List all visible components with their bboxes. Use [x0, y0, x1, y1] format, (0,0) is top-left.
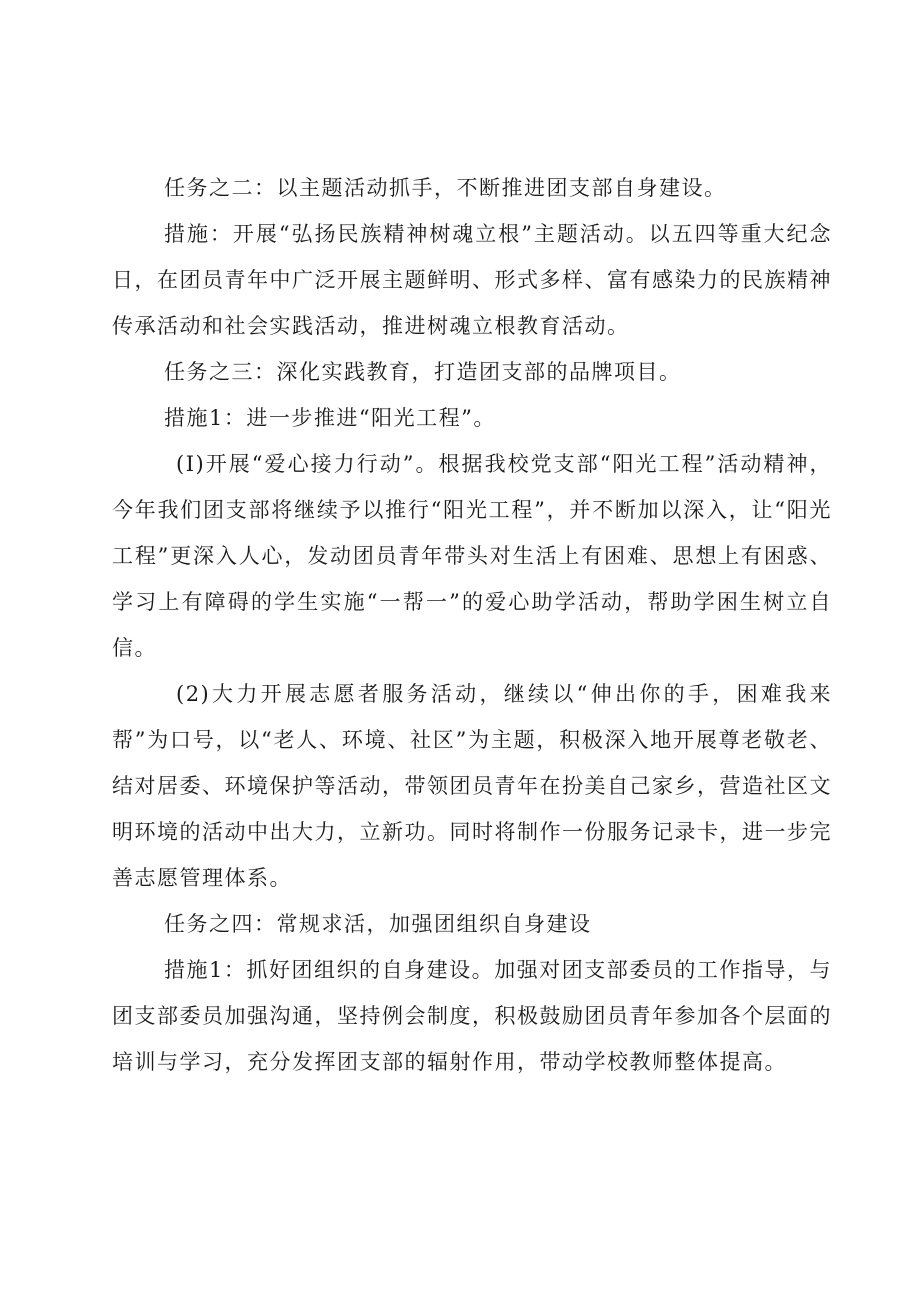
task-four-heading: 任务之四：常规求活，加强团组织自身建设 [164, 912, 592, 936]
task-two-heading: 任务之二：以主题活动抓手，不断推进团支部自身建设。 [164, 176, 727, 200]
task-three-measure-1: 措施1：进一步推进“阳光工程”。 [164, 406, 496, 430]
task-two-measure: 措施：开展“弘扬民族精神树魂立根”主题活动。以五四等重大纪念日，在团员青年中广泛开展主题鲜明、形式多样、富有感染力的民族精神传承活动和社会实践活动，推进树魂立根教育活动。 [112, 222, 832, 338]
measure-item-2: (2)大力开展志愿者服务活动，继续以“伸出你的手，困难我来帮”为口号，以“老人、环境、社区”为主题，积极深入地开展尊老敬老、结对居委、环境保护等活动，带领团员青年在扮美自己家乡，营造社区文明环境的活动中出大力，立新功。同时将制作一份服务记录卡，进一步完善志愿管理体系。 [112, 682, 832, 890]
measure-item-1: (I)开展“爱心接力行动”。根据我校党支部“阳光工程”活动精神，今年我们团支部将继续予以推行“阳光工程”，并不断加以深入，让“阳光工程”更深入人心，发动团员青年带头对生活上有困难、思想上有困惑、学习上有障碍的学生实施“一帮一”的爱心助学活动，帮助学困生树立自信。 [112, 452, 832, 660]
task-four-measure-1: 措施1：抓好团组织的自身建设。加强对团支部委员的工作指导，与团支部委员加强沟通，坚持例会制度，积极鼓励团员青年参加各个层面的培训与学习，充分发挥团支部的辐射作用，带动学校教师整体提高。 [112, 958, 832, 1074]
task-three-heading: 任务之三：深化实践教育，打造团支部的品牌项目。 [164, 360, 682, 384]
document-body [112, 165, 832, 1085]
